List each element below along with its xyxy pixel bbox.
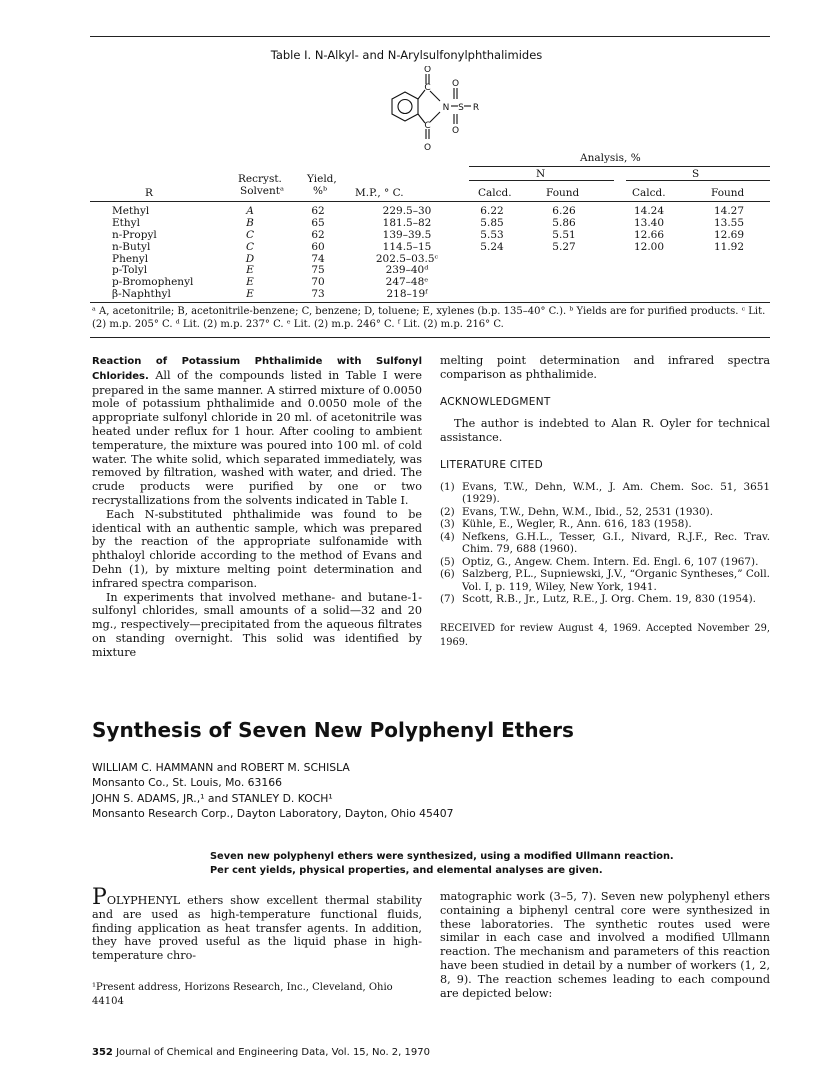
table-cell-r: β-Naphthyl [112, 288, 171, 301]
table-cell-solvent: E [246, 276, 254, 289]
solvent-header: Solventᵃ [240, 185, 285, 197]
reference-item [440, 531, 770, 556]
table-cell-s-calcd: 12.00 [633, 240, 665, 253]
table-row [112, 242, 772, 254]
table-cell-n-found: 5.86 [552, 216, 576, 229]
acknowledgment-heading: ACKNOWLEDGMENT [440, 395, 551, 408]
table-row [112, 218, 772, 230]
table-cell-n-found: 5.27 [552, 240, 576, 253]
n-calcd-header: Calcd. [478, 187, 512, 199]
reference-number: (1) [440, 480, 455, 493]
affiliation-2: Monsanto Research Corp., Dayton Laboratory, Dayton, Ohio 45407 [92, 806, 454, 820]
table-cell-n-calcd: 5.85 [480, 216, 504, 229]
top-rule [90, 36, 770, 37]
reference-item [440, 556, 770, 569]
table-end-rule [90, 337, 770, 338]
table-cell-yield: 62 [311, 205, 325, 217]
reference-item [440, 568, 770, 593]
reference-list [440, 481, 770, 606]
left-paragraph-3: In experiments that involved methane- and butane-1-sulfonyl chlorides, small amounts of a solid—32 and 20 mg., respectively—precipitated from the aqueous filtrates on standing overnight. This solid was identified by mixture [92, 590, 422, 659]
acknowledgment-text: The author is indebted to Alan R. Oyler for technical assistance. [440, 417, 770, 445]
author-block [92, 760, 454, 821]
analysis-header: Analysis, % [580, 152, 641, 164]
journal-citation: Journal of Chemical and Engineering Data, Vol. 15, No. 2, 1970 [116, 1047, 430, 1058]
sulfonyl-oxygen-bottom: O [451, 126, 460, 136]
section-heading: Reaction of Potassium Phthalimide with Sulfonyl Chlorides. [92, 356, 422, 382]
author-line-1: WILLIAM C. HAMMANN and ROBERT M. SCHISLA [92, 761, 350, 774]
s-header: S [692, 168, 700, 180]
table-cell-yield: 74 [311, 252, 325, 265]
table-row [112, 289, 772, 301]
reference-number: (5) [440, 555, 455, 568]
n-header: N [536, 168, 546, 180]
table-cell-s-found: 11.92 [713, 240, 745, 253]
table-cell-solvent: A [246, 205, 254, 217]
carbon-top: C [424, 83, 431, 93]
sulfur-atom: S [458, 103, 464, 113]
page-number: 352 [92, 1047, 113, 1058]
table-footnotes [92, 306, 772, 331]
table-cell-s-found: 12.69 [713, 228, 745, 241]
table-cell-mp: 202.5–03.5ᶜ [375, 252, 439, 265]
header-rule [90, 201, 770, 202]
table-row [112, 206, 772, 218]
carbon-bottom: C [424, 121, 431, 131]
article-continued-text: matographic work (3–5, 7). Seven new polyphenyl ethers containing a biphenyl central core were synthesized in these laboratories. The synthetic routes used were similar in each case and involved a modified Ullmann reaction. The mechanism and parameters of this reaction have been studied in detail by a number of workers (1, 2, 8, 9). The reaction schemes leading to each compound are depicted below: [440, 890, 770, 1000]
table-cell-mp: 181.5–82 [382, 216, 432, 229]
reference-text: Salzberg, P.L., Supniewski, J.V., “Organic Syntheses,” Coll. Vol. I, p. 119, Wiley, New York, 1941. [462, 568, 770, 593]
left-paragraph-1: All of the compounds listed in Table I were prepared in the same manner. A stirred mixture of 0.0050 mole of potassium phthalimide and 0.0050 mole of the appropriate sulfonyl chloride in 20 ml. of acetonitrile was heated under reflux for 1 hour. After cooling to ambient temperature, the mixture was poured into 100 ml. of cold water. The white solid, which separated immediately, was removed by filtration, washed with water, and dried. The crude products were purified by one or two recrystallizations from the solvents indicated in Table I. [92, 368, 422, 507]
abstract-line-1: Seven new polyphenyl ethers were synthesized, using a modified Ullmann reaction. [210, 851, 674, 862]
s-calcd-header: Calcd. [632, 187, 666, 199]
carbonyl-oxygen-top: O [423, 66, 432, 75]
article-right-column [440, 890, 770, 1000]
table-cell-r: n-Butyl [112, 240, 151, 253]
article-title: Synthesis of Seven New Polyphenyl Ethers [92, 718, 574, 742]
reference-item [440, 506, 770, 519]
aromatic-circle [398, 100, 412, 114]
table-cell-mp: 218–19ᶠ [386, 288, 428, 301]
reference-text: Evans, T.W., Dehn, W.M., Ibid., 52, 2531 (1930). [462, 505, 714, 518]
left-column [92, 354, 422, 660]
table-cell-yield: 73 [311, 288, 325, 301]
table-cell-r: p-Bromophenyl [112, 276, 194, 289]
table-cell-s-found: 13.55 [713, 216, 745, 229]
reference-number: (4) [440, 530, 455, 543]
abstract [210, 850, 674, 878]
yield-unit-header: %ᵇ [313, 185, 328, 197]
table-cell-mp: 229.5–30 [382, 205, 432, 217]
reference-text: Nefkens, G.H.L., Tesser, G.I., Nivard, R.J.F., Rec. Trav. Chim. 79, 688 (1960). [462, 530, 770, 556]
n-rule [469, 180, 614, 181]
page-footer [92, 1047, 430, 1058]
reference-number: (7) [440, 593, 455, 606]
reference-item [440, 593, 770, 606]
table-cell-mp: 247–48ᵉ [385, 276, 429, 289]
table-cell-mp: 239–40ᵈ [385, 264, 429, 277]
reference-item [440, 481, 770, 506]
table-caption: Table I. N-Alkyl- and N-Arylsulfonylphthalimides [270, 48, 543, 62]
author-line-2: JOHN S. ADAMS, JR.,¹ and STANLEY D. KOCH¹ [92, 791, 333, 805]
table-row [112, 254, 772, 266]
drop-cap: P [92, 885, 107, 910]
s-found-header: Found [711, 187, 745, 199]
table-cell-s-calcd: 13.40 [633, 216, 665, 229]
analysis-rule [469, 166, 770, 167]
reference-text: Scott, R.B., Jr., Lutz, R.E., J. Org. Chem. 19, 830 (1954). [462, 593, 756, 606]
benzene-ring [392, 92, 418, 121]
table-cell-solvent: E [246, 288, 254, 301]
right-column [440, 354, 770, 649]
article-footnote: ¹Present address, Horizons Research, Inc., Cleveland, Ohio 44104 [92, 981, 393, 1007]
table-bottom-rule [90, 302, 770, 303]
reference-text: Evans, T.W., Dehn, W.M., J. Am. Chem. Soc. 51, 3651 (1929). [462, 480, 770, 506]
table-cell-r: n-Propyl [112, 228, 157, 241]
table-cell-solvent: E [246, 264, 254, 277]
reference-text: Kühle, E., Wegler, R., Ann. 616, 183 (1958). [462, 518, 692, 531]
mp-header: M.P., ° C. [355, 187, 404, 199]
table-cell-n-calcd: 6.22 [480, 205, 504, 217]
table-row [112, 230, 772, 242]
table-cell-r: Methyl [112, 205, 150, 217]
phthalimide-structure-diagram [370, 66, 510, 158]
affiliation-1: Monsanto Co., St. Louis, Mo. 63166 [92, 776, 283, 790]
table-cell-yield: 60 [311, 240, 325, 253]
table-cell-mp: 139–39.5 [382, 228, 432, 241]
table-cell-s-calcd: 12.66 [633, 228, 665, 241]
table-cell-yield: 75 [311, 264, 325, 277]
article-left-column [92, 885, 422, 1009]
table-cell-yield: 62 [311, 228, 325, 241]
table-cell-n-found: 6.26 [552, 205, 576, 217]
table-footnote-line-2: (2) m.p. 205° C. ᵈ Lit. (2) m.p. 237° C. ᵉ Lit. (2) m.p. 246° C. ᶠ Lit. (2) m.p. 216° C. [92, 318, 504, 330]
table-cell-s-calcd: 14.24 [633, 205, 665, 217]
table-cell-n-calcd: 5.53 [480, 228, 504, 241]
table-cell-n-calcd: 5.24 [480, 240, 504, 253]
right-paragraph-1: melting point determination and infrared spectra comparison as phthalimide. [440, 354, 770, 381]
sulfonyl-oxygen-top: O [451, 79, 460, 89]
left-paragraph-2: Each N-substituted phthalimide was found to be identical with an authentic sample, which was prepared by the reaction of the appropriate sulfonamide with phthaloyl chloride according to the method of Evans and Dehn (1), by mixture melting point determination and infrared spectra comparison. [92, 507, 422, 590]
table-footnote-line-1: ᵃ A, acetonitrile; B, acetonitrile-benzene; C, benzene; D, toluene; E, xylenes (b.p. 135–40° C.). ᵇ Yields are for purified products. ᶜ Lit. [92, 306, 766, 317]
literature-heading: LITERATURE CITED [440, 458, 543, 471]
s-rule [626, 180, 770, 181]
table-cell-yield: 65 [311, 216, 325, 229]
reference-item [440, 518, 770, 531]
n-found-header: Found [546, 187, 580, 199]
carbonyl-oxygen-bottom: O [423, 143, 432, 153]
table-cell-yield: 70 [311, 276, 325, 289]
table-cell-mp: 114.5–15 [382, 240, 432, 253]
abstract-line-2: Per cent yields, physical properties, and elemental analyses are given. [210, 865, 603, 876]
reference-number: (2) [440, 505, 455, 518]
table-cell-n-found: 5.51 [552, 228, 576, 241]
table-cell-s-found: 14.27 [713, 205, 745, 217]
reference-text: Optiz, G., Angew. Chem. Intern. Ed. Engl. 6, 107 (1967). [462, 555, 759, 568]
table-cell-solvent: C [245, 240, 255, 253]
reference-number: (6) [440, 568, 455, 581]
nitrogen-atom: N [442, 103, 450, 113]
r-header: R [145, 187, 153, 199]
recryst-header: Recryst. [238, 173, 282, 185]
table-row [112, 277, 772, 289]
received-line: RECEIVED for review August 4, 1969. Accepted November 29, 1969. [440, 622, 770, 648]
table-cell-r: Phenyl [112, 252, 149, 265]
table-cell-solvent: D [245, 252, 255, 265]
article-intro-text: OLYPHENYL ethers show excellent thermal stability and are used as high-temperature functional fluids, finding application as heat transfer agents. In addition, they have proved useful as the liquid phase in high-temperature chro- [92, 894, 422, 963]
yield-header: Yield, [307, 173, 337, 185]
reference-number: (3) [440, 518, 455, 531]
table-cell-solvent: C [245, 228, 255, 241]
table-cell-r: Ethyl [112, 216, 140, 229]
table-cell-r: p-Tolyl [112, 264, 148, 277]
table-cell-solvent: B [246, 216, 254, 229]
r-group: R [472, 103, 480, 113]
table-body [112, 206, 772, 301]
table-row [112, 265, 772, 277]
